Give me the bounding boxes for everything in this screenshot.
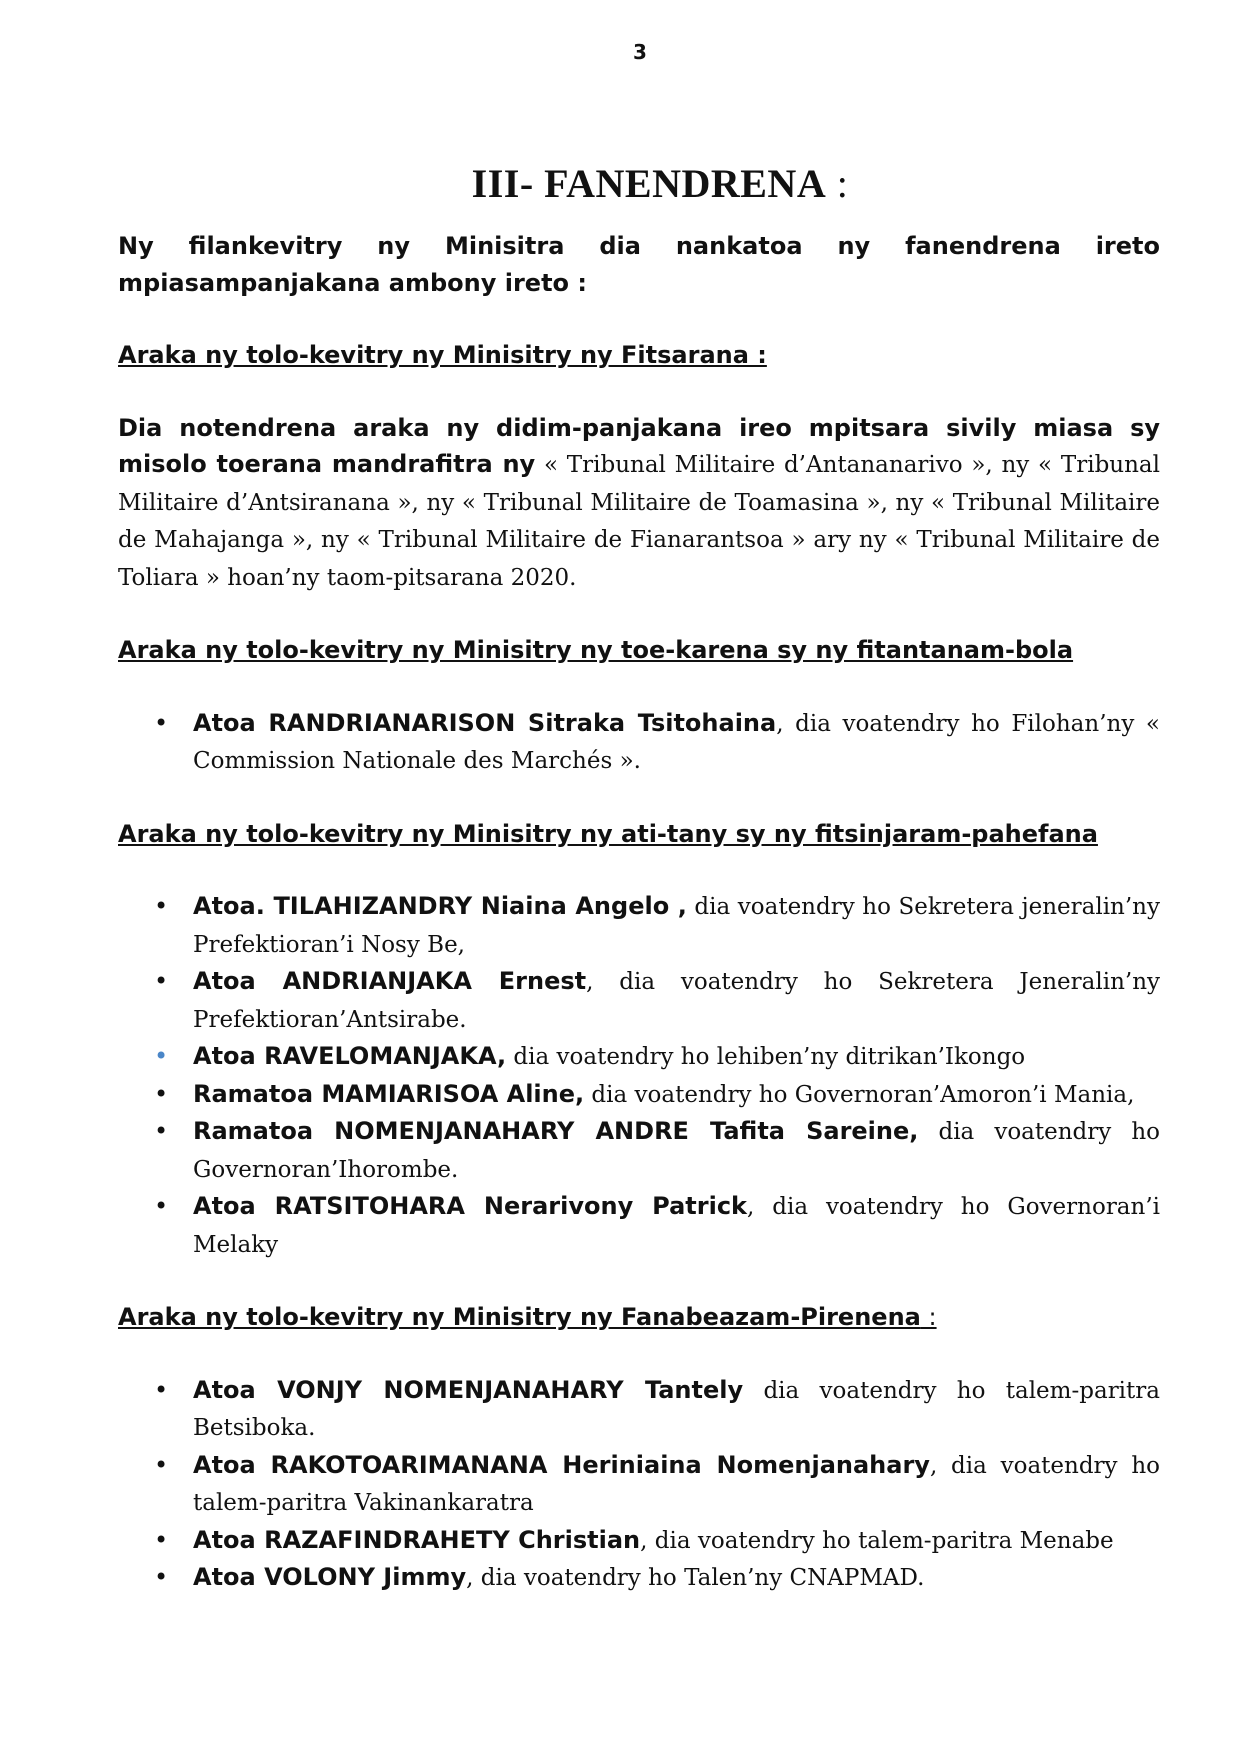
toe-karena-list xyxy=(118,705,1160,780)
title-colon: : xyxy=(826,161,849,206)
bullet-icon: • xyxy=(154,1450,169,1479)
page-number: 3 xyxy=(633,40,647,64)
appointee-name: Atoa RAVELOMANJAKA, xyxy=(193,1042,507,1070)
appointee-name: Atoa RATSITOHARA Nerarivony Patrick xyxy=(193,1192,748,1220)
appointee-name: Atoa VONJY NOMENJANAHARY Tantely xyxy=(193,1375,744,1404)
bullet-icon: • xyxy=(154,967,169,995)
appointee-name: Ramatoa NOMENJANAHARY ANDRE Tafita Sareine, xyxy=(193,1117,919,1145)
page-title xyxy=(0,160,1239,207)
fitsarana-paragraph-normal: « Tribunal Militaire d’Antananarivo », ny « Tribunal Militaire d’Antsiranana », ny « Tribunal Militaire de Toamasina », ny « Tribunal Militaire de Mahajanga », ny « Tribunal Militaire de Fianarantsoa » ary ny « Tribunal Militaire de Toliara » hoan’ny taom-pitsarana 2020. xyxy=(118,452,1160,591)
appointment-text: dia voatendry ho Governoran’Ihorombe. xyxy=(193,1119,1160,1183)
appointee-name: Ramatoa MAMIARISOA Aline, xyxy=(193,1079,585,1108)
appointment-text: dia voatendry ho Governoran’Amoron’i Mania, xyxy=(584,1081,1135,1108)
appointee-name: Atoa RAZAFINDRAHETY Christian xyxy=(193,1525,641,1554)
list-item xyxy=(118,1447,1160,1522)
list-item xyxy=(118,963,1160,1038)
appointee-name: Atoa RAKOTOARIMANANA Heriniaina Nomenjanahary xyxy=(193,1450,930,1479)
appointee-name: Atoa ANDRIANJAKA Ernest xyxy=(193,967,587,995)
bullet-icon: • xyxy=(154,1117,169,1145)
list-item xyxy=(118,1188,1160,1263)
appointee-name: Atoa VOLONY Jimmy xyxy=(193,1563,467,1591)
list-item xyxy=(118,1038,1160,1076)
appointment-text: dia voatendry ho Sekretera jeneralin’ny Prefektioran’i Nosy Be, xyxy=(193,894,1160,958)
section-heading-fanabeazam-pirenena xyxy=(118,1299,1160,1336)
appointment-text: dia voatendry ho talem-paritra Betsiboka. xyxy=(193,1377,1160,1441)
appointment-text: , dia voatendry ho Filohan’ny « Commission Nationale des Marchés ». xyxy=(193,710,1160,774)
appointment-text: , dia voatendry ho talem-paritra Menabe xyxy=(640,1527,1114,1554)
appointment-text: , dia voatendry ho Governoran’i Melaky xyxy=(193,1194,1161,1258)
fanabeazam-pirenena-list xyxy=(118,1372,1160,1597)
bullet-icon: • xyxy=(154,1042,169,1070)
document-body xyxy=(118,228,1160,1633)
bullet-icon: • xyxy=(154,1192,169,1220)
bullet-icon: • xyxy=(154,1375,169,1404)
list-item xyxy=(118,705,1160,780)
appointee-name: Atoa RANDRIANARISON Sitraka Tsitohaina xyxy=(193,708,777,737)
appointment-text: , dia voatendry ho Talen’ny CNAPMAD. xyxy=(466,1565,925,1591)
list-item xyxy=(118,1559,1160,1597)
appointment-text: , dia voatendry ho talem-paritra Vakinankaratra xyxy=(193,1452,1160,1516)
fitsarana-paragraph-bold: Dia notendrena araka ny didim-panjakana ireo mpitsara sivily miasa sy misolo toerana mandrafitra ny xyxy=(118,413,1160,478)
bullet-icon: • xyxy=(154,708,169,737)
bullet-icon: • xyxy=(154,1525,169,1554)
intro-paragraph: Ny filankevitry ny Minisitra dia nankatoa ny fanendrena ireto mpiasampanjakana ambony ireto : xyxy=(118,232,1160,297)
section-heading-text: Araka ny tolo-kevitry ny Minisitry ny Fanabeazam-Pirenena xyxy=(118,1303,921,1331)
appointment-text: , dia voatendry ho Sekretera Jeneralin’ny Prefektioran’Antsirabe. xyxy=(193,969,1161,1033)
appointee-name: Atoa. TILAHIZANDRY Niaina Angelo , xyxy=(193,892,687,920)
bullet-icon: • xyxy=(154,1079,169,1108)
list-item xyxy=(118,1522,1160,1560)
section-heading-toe-karena: Araka ny tolo-kevitry ny Minisitry ny toe-karena sy ny fitantanam-bola xyxy=(118,636,1074,664)
title-text: III- FANENDRENA xyxy=(471,161,827,206)
list-item xyxy=(118,1076,1160,1114)
section-heading-ati-tany: Araka ny tolo-kevitry ny Minisitry ny ati-tany sy ny fitsinjaram-pahefana xyxy=(118,819,1098,848)
list-item xyxy=(118,888,1160,963)
fitsarana-paragraph xyxy=(118,410,1160,597)
ati-tany-list xyxy=(118,888,1160,1263)
list-item xyxy=(118,1372,1160,1447)
bullet-icon: • xyxy=(154,1563,169,1591)
section-heading-suffix: : xyxy=(920,1303,937,1331)
bullet-icon: • xyxy=(154,892,169,920)
section-heading-fitsarana: Araka ny tolo-kevitry ny Minisitry ny Fitsarana : xyxy=(118,341,767,369)
list-item xyxy=(118,1113,1160,1188)
appointment-text: dia voatendry ho lehiben’ny ditrikan’Ikongo xyxy=(506,1044,1026,1070)
